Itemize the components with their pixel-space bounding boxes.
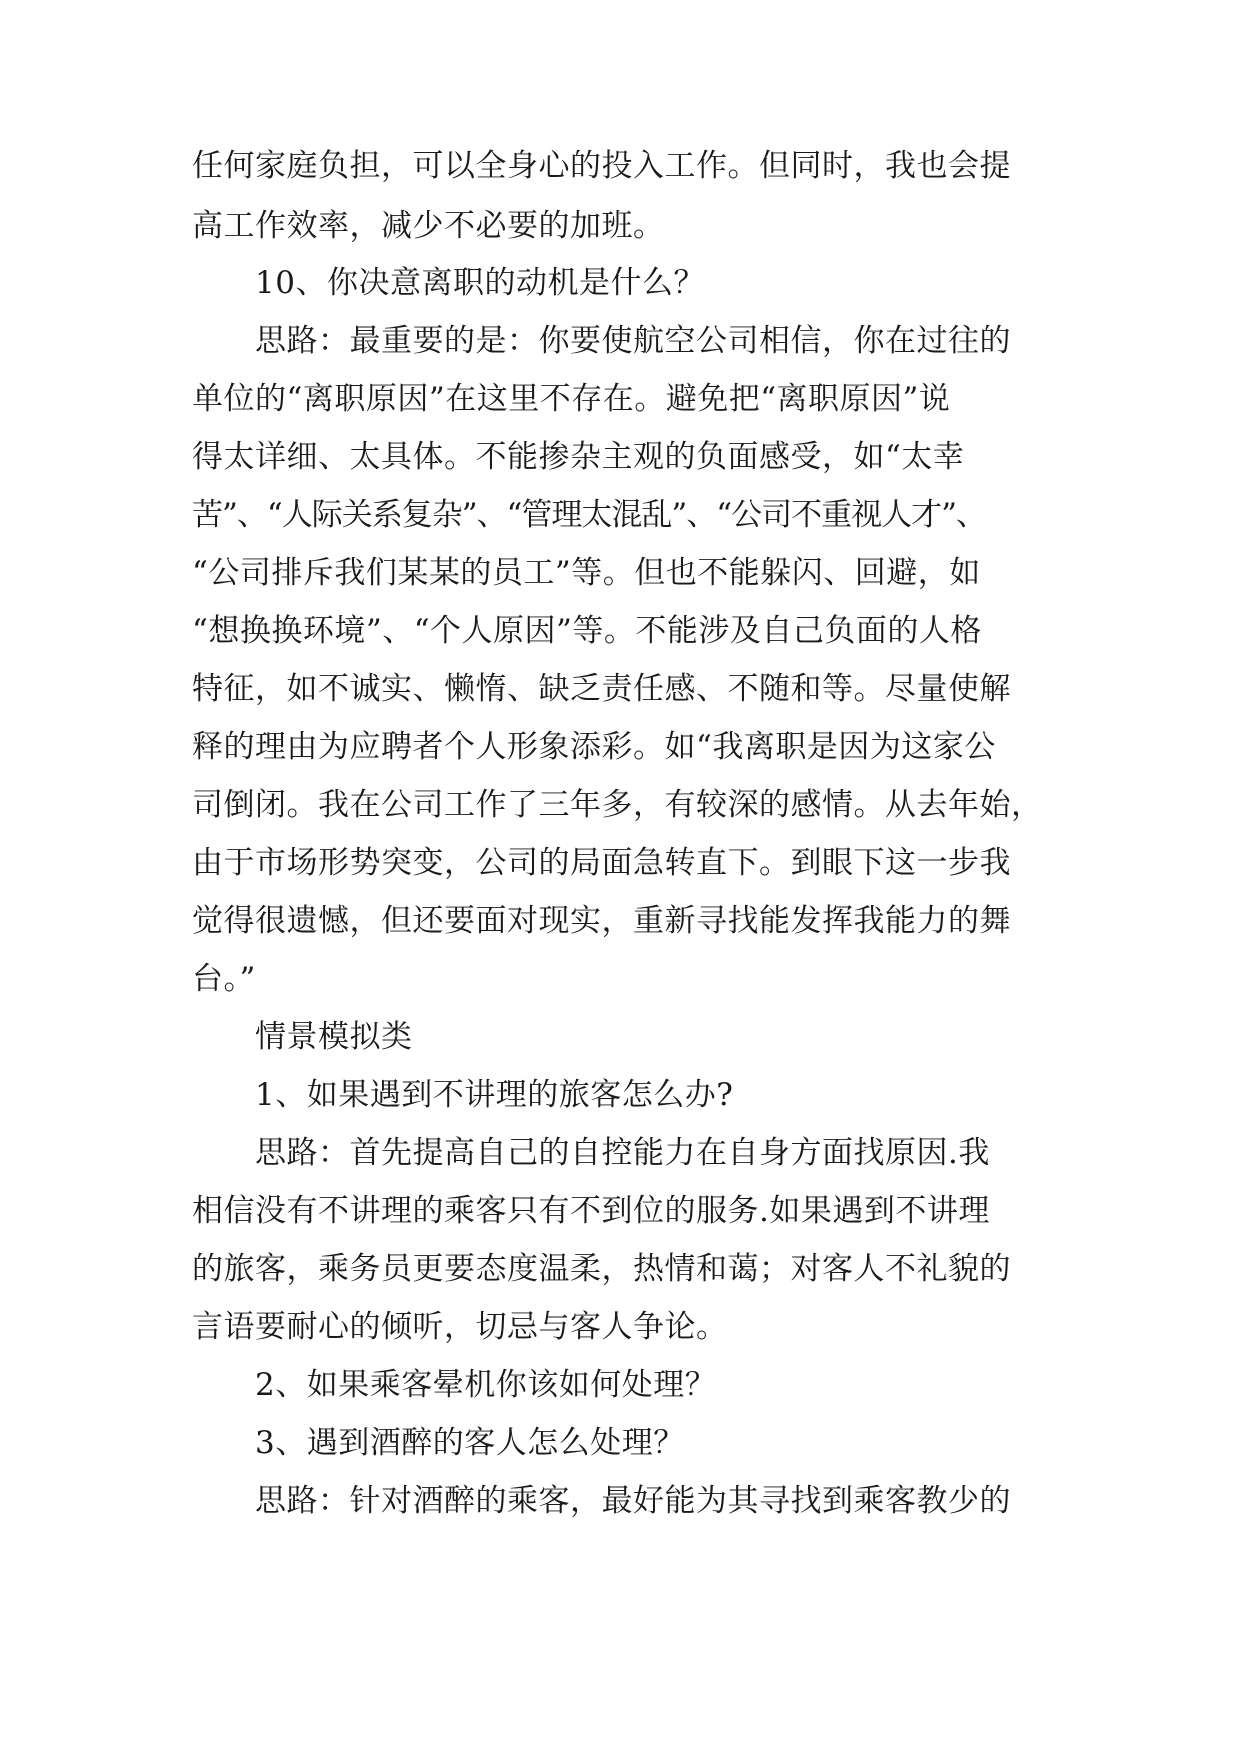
section-heading: 10、你决意离职的动机是什么？ — [255, 265, 705, 301]
text-line: 相信没有不讲理的乘客只有不到位的服务.如果遇到不讲理 — [192, 1193, 990, 1229]
question-line: 2、如果乘客晕机你该如何处理？ — [255, 1367, 717, 1403]
text-line: 思路：最重要的是：你要使航空公司相信，你在过往的 — [255, 323, 1011, 359]
text-line: “公司排斥我们某某的员工”等。但也不能躲闪、回避，如 — [192, 555, 981, 591]
text-line: 任何家庭负担，可以全身心的投入工作。但同时，我也会提 — [192, 148, 1011, 184]
text-line: 释的理由为应聘者个人形象添彩。如“我离职是因为这家公 — [192, 729, 996, 765]
text-line: 苦”、“人际关系复杂”、“管理太混乱”、“公司不重视人才”、 — [192, 497, 986, 533]
text-line: 的旅客，乘务员更要态度温柔，热情和蔼；对客人不礼貌的 — [192, 1251, 1011, 1287]
text-line: 言语要耐心的倾听，切忌与客人争论。 — [192, 1309, 728, 1345]
text-line: 单位的“离职原因”在这里不存在。避免把“离职原因”说 — [192, 381, 951, 417]
question-line: 3、遇到酒醉的客人怎么处理？ — [255, 1425, 685, 1461]
text-line: 特征，如不诚实、懒惰、缺乏责任感、不随和等。尽量使解 — [192, 671, 1011, 707]
section-heading: 情景模拟类 — [255, 1019, 413, 1055]
text-line: 得太详细、太具体。不能掺杂主观的负面感受，如“太幸 — [192, 439, 965, 475]
text-line: 司倒闭。我在公司工作了三年多，有较深的感情。从去年始， — [192, 787, 1043, 823]
text-line: 台。” — [192, 961, 256, 997]
text-line: 由于市场形势突变，公司的局面急转直下。到眼下这一步我 — [192, 845, 1011, 881]
text-line: “想换换环境”、“个人原因”等。不能涉及自己负面的人格 — [192, 613, 982, 649]
text-line: 觉得很遗憾，但还要面对现实，重新寻找能发挥我能力的舞 — [192, 903, 1011, 939]
text-line: 思路：首先提高自己的自控能力在自身方面找原因.我 — [255, 1135, 990, 1171]
text-line: 高工作效率，减少不必要的加班。 — [192, 208, 665, 244]
text-line: 思路：针对酒醉的乘客，最好能为其寻找到乘客教少的 — [255, 1483, 1011, 1519]
question-line: 1、如果遇到不讲理的旅客怎么办? — [255, 1077, 734, 1113]
